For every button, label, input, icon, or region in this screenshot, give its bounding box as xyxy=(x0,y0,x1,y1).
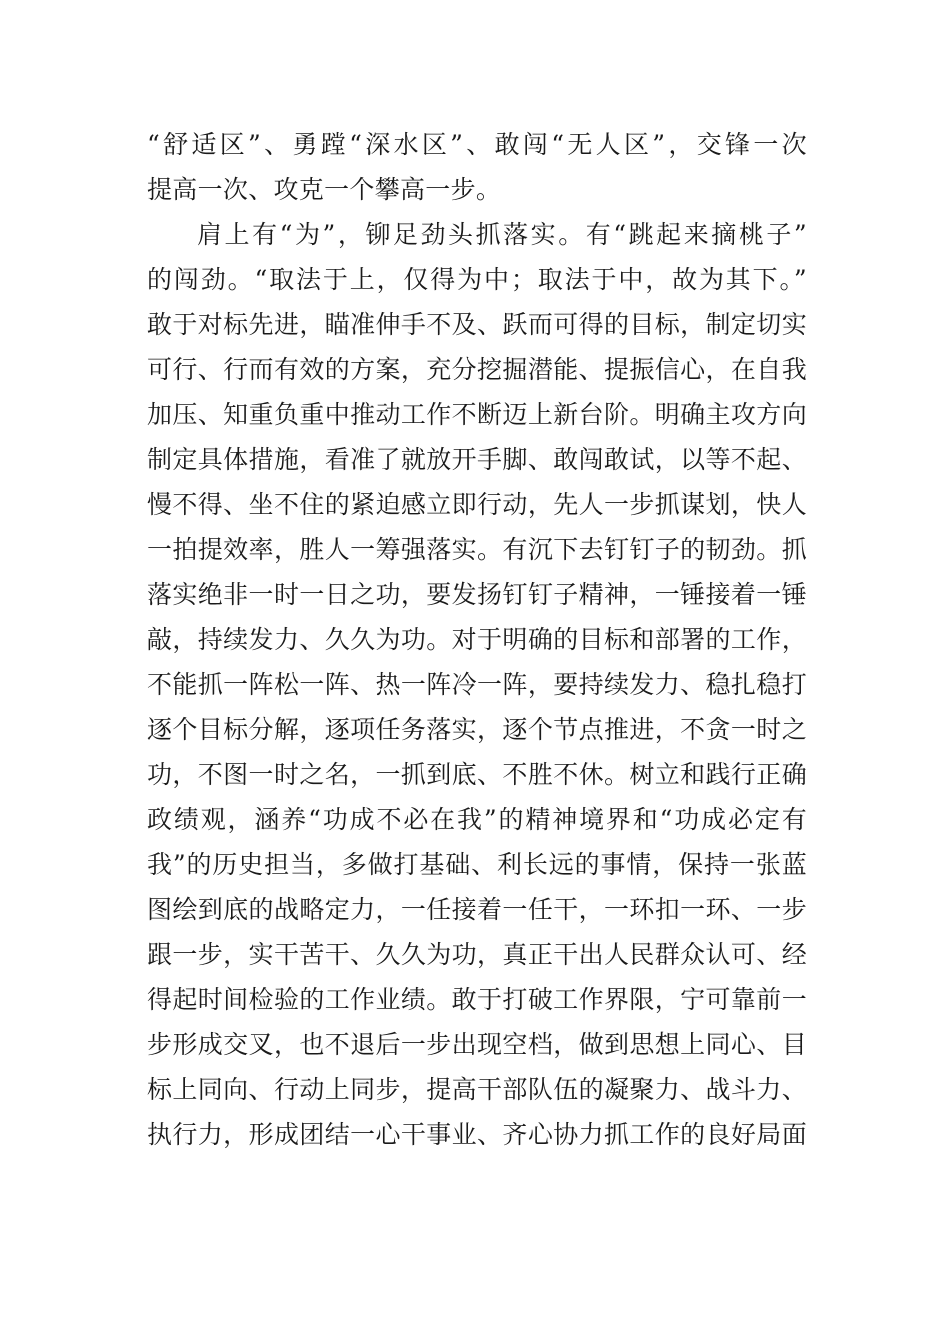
text-line: “舒适区”、勇蹚“深水区”、敢闯“无人区”，交锋一次 xyxy=(147,130,807,159)
text-line: 的闯劲。“取法于上，仅得为中；取法于中，故为其下。” xyxy=(147,265,807,294)
text-line: 执行力，形成团结一心干事业、齐心协力抓工作的良好局面 xyxy=(147,1120,807,1149)
text-line: 得起时间检验的工作业绩。敢于打破工作界限，宁可靠前一 xyxy=(147,985,807,1014)
text-line: 慢不得、坐不住的紧迫感立即行动，先人一步抓谋划，快人 xyxy=(147,490,807,519)
text-line: 提高一次、攻克一个攀高一步。 xyxy=(147,175,502,204)
text-line: 加压、知重负重中推动工作不断迈上新台阶。明确主攻方向 xyxy=(147,400,807,429)
text-line: 步形成交叉，也不退后一步出现空档，做到思想上同心、目 xyxy=(147,1030,807,1059)
text-line: 标上同向、行动上同步，提高干部队伍的凝聚力、战斗力、 xyxy=(147,1075,807,1104)
paragraph-1 xyxy=(147,122,950,212)
text-line: 我”的历史担当，多做打基础、利长远的事情，保持一张蓝 xyxy=(147,850,807,879)
text-line: 功，不图一时之名，一抓到底、不胜不休。树立和践行正确 xyxy=(147,760,807,789)
text-line: 敲，持续发力、久久为功。对于明确的目标和部署的工作， xyxy=(147,625,807,654)
text-line: 一拍提效率，胜人一筹强落实。有沉下去钉钉子的韧劲。抓 xyxy=(147,535,807,564)
paragraph-2 xyxy=(147,212,950,1157)
text-line: 肩上有“为”，铆足劲头抓落实。有“跳起来摘桃子” xyxy=(197,220,807,249)
text-line: 逐个目标分解，逐项任务落实，逐个节点推进，不贪一时之 xyxy=(147,715,807,744)
text-line: 图绘到底的战略定力，一任接着一任干，一环扣一环、一步 xyxy=(147,895,807,924)
text-line: 政绩观，涵养“功成不必在我”的精神境界和“功成必定有 xyxy=(147,805,807,834)
text-line: 制定具体措施，看准了就放开手脚、敢闯敢试，以等不起、 xyxy=(147,445,807,474)
text-line: 敢于对标先进，瞄准伸手不及、跃而可得的目标，制定切实 xyxy=(147,310,807,339)
text-line: 跟一步，实干苦干、久久为功，真正干出人民群众认可、经 xyxy=(147,940,807,969)
text-line: 落实绝非一时一日之功，要发扬钉钉子精神，一锤接着一锤 xyxy=(147,580,807,609)
text-line: 不能抓一阵松一阵、热一阵冷一阵，要持续发力、稳扎稳打 xyxy=(147,670,807,699)
text-line: 可行、行而有效的方案，充分挖掘潜能、提振信心，在自我 xyxy=(147,355,807,384)
